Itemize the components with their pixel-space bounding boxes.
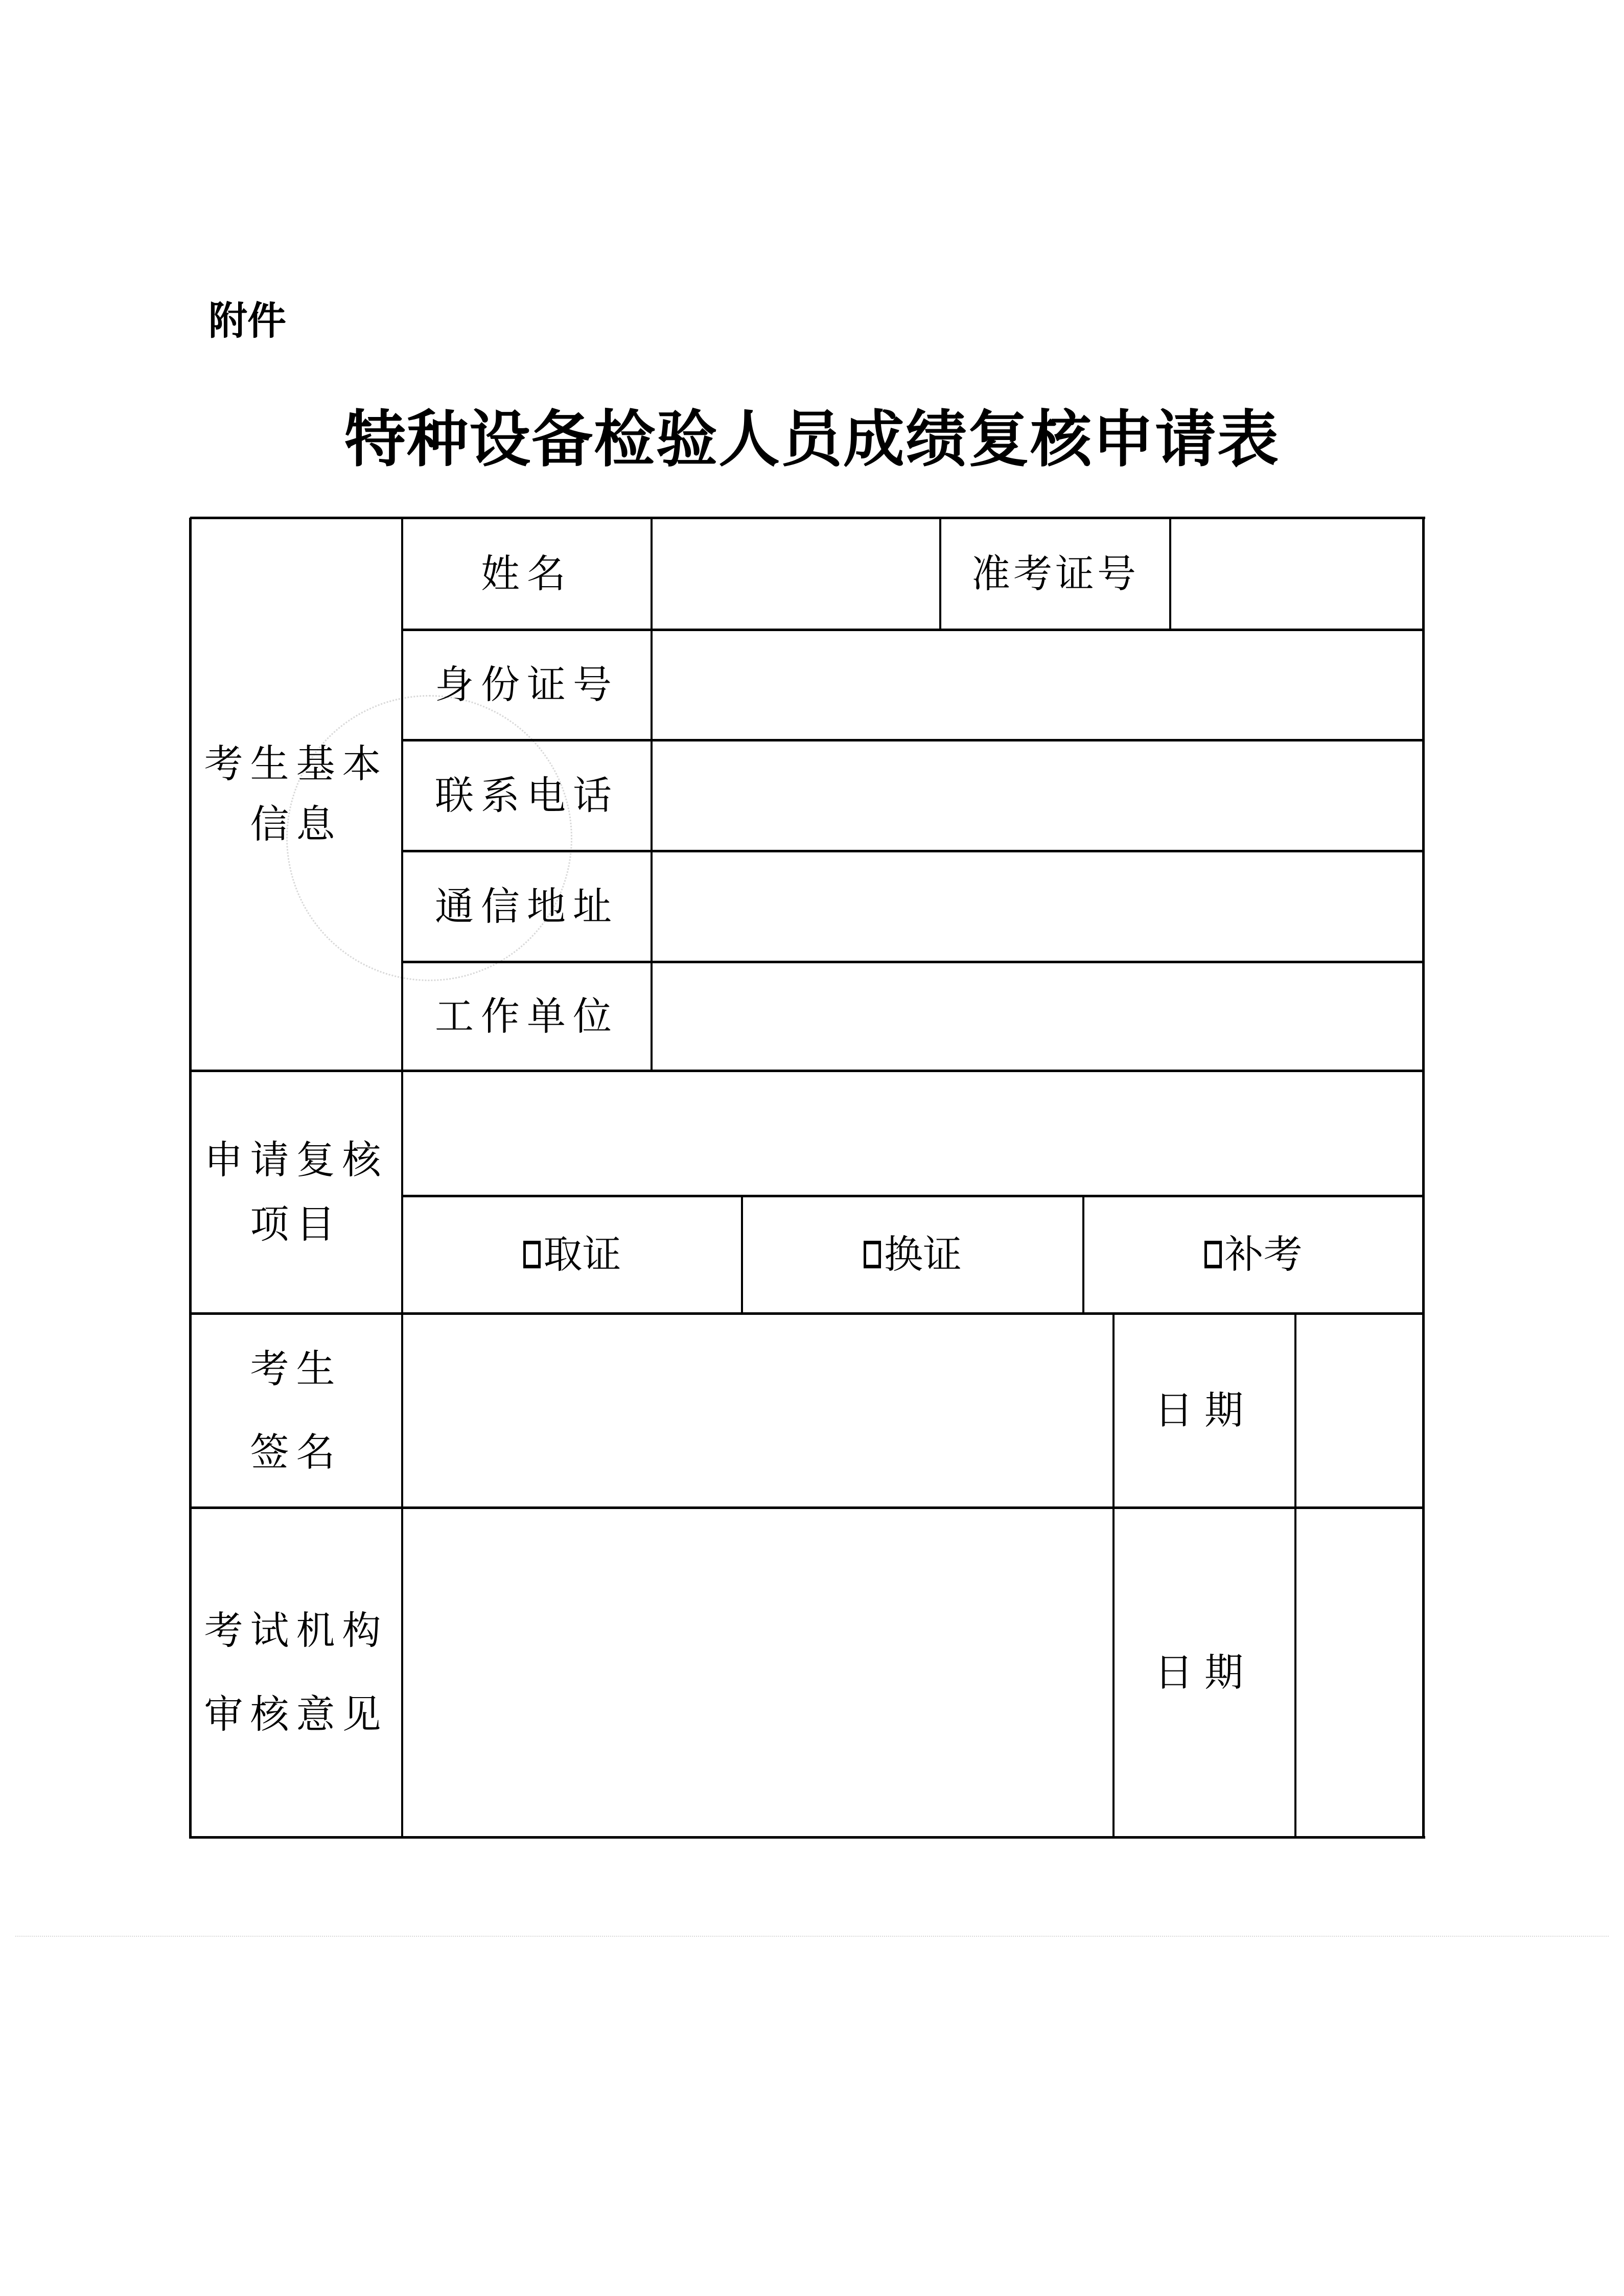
- divider: [402, 629, 1423, 631]
- option-obtain-certificate[interactable]: [402, 1196, 742, 1313]
- checkbox-icon[interactable]: [1204, 1241, 1222, 1268]
- divider: [402, 739, 1423, 741]
- phone-field[interactable]: [652, 740, 1423, 851]
- divider: [402, 961, 1423, 963]
- divider: [1294, 1313, 1296, 1837]
- section-divider: [190, 1070, 1423, 1072]
- option-label: 换证: [884, 1232, 962, 1278]
- address-field[interactable]: [652, 851, 1423, 962]
- review-items-label-line2: 项目: [250, 1201, 342, 1247]
- workplace-field[interactable]: [652, 962, 1423, 1071]
- section-divider: [190, 1312, 1423, 1315]
- review-items-field[interactable]: [402, 1071, 1423, 1196]
- divider: [402, 1195, 1423, 1197]
- agency-review-section-label: [190, 1508, 402, 1837]
- section-divider: [190, 1506, 1423, 1509]
- admission-ticket-label: 准考证号: [971, 550, 1139, 596]
- divider: [651, 518, 653, 1071]
- signature-label-line2: 签名: [250, 1429, 342, 1475]
- table-border-top: [190, 517, 1425, 519]
- divider: [1082, 1196, 1084, 1313]
- option-makeup-exam[interactable]: [1083, 1196, 1423, 1313]
- option-renew-certificate[interactable]: [742, 1196, 1083, 1313]
- document-title: 特种设备检验人员成绩复核申请表: [344, 403, 1280, 475]
- checkbox-icon[interactable]: [523, 1241, 541, 1268]
- id-number-label: 身份证号: [435, 662, 619, 708]
- divider: [939, 518, 941, 630]
- option-label: 取证: [543, 1232, 621, 1278]
- agency-review-field[interactable]: [402, 1508, 1113, 1837]
- address-label: 通信地址: [435, 883, 619, 929]
- review-items-section-label: [190, 1071, 402, 1313]
- signature-date-field[interactable]: [1295, 1313, 1423, 1508]
- review-items-label-line1: 申请复核: [204, 1137, 388, 1183]
- phone-label: 联系电话: [435, 772, 619, 818]
- signature-section-label: [190, 1313, 402, 1508]
- attachment-label: 附件: [208, 298, 286, 343]
- agency-review-date-label: 日期: [1154, 1649, 1255, 1695]
- name-field[interactable]: [652, 518, 940, 630]
- basic-info-section-label: [190, 518, 402, 1071]
- signature-label-line1: 考生: [250, 1346, 342, 1391]
- agency-review-date-field[interactable]: [1295, 1508, 1423, 1837]
- table-border-right: [1422, 518, 1425, 1839]
- agency-review-label-line1: 考试机构: [204, 1608, 388, 1654]
- name-label: 姓名: [481, 550, 573, 596]
- workplace-label: 工作单位: [435, 993, 619, 1039]
- divider: [1112, 1313, 1115, 1837]
- option-label: 补考: [1224, 1232, 1303, 1278]
- divider: [1169, 518, 1171, 630]
- agency-review-label-line2: 审核意见: [204, 1691, 388, 1737]
- application-form-table: [190, 518, 1423, 1837]
- table-border-left: [189, 518, 192, 1839]
- table-border-bottom: [190, 1836, 1425, 1839]
- divider: [741, 1196, 743, 1313]
- id-number-field[interactable]: [652, 630, 1423, 740]
- divider: [401, 518, 403, 1837]
- basic-info-label-line1: 考生基本: [204, 741, 388, 787]
- signature-date-label: 日期: [1154, 1387, 1255, 1433]
- signature-field[interactable]: [402, 1313, 1113, 1508]
- divider: [402, 850, 1423, 852]
- scan-artifact-line: [15, 1936, 1609, 1937]
- admission-ticket-field[interactable]: [1170, 518, 1423, 630]
- basic-info-label-line2: 信息: [250, 801, 342, 847]
- checkbox-icon[interactable]: [864, 1241, 881, 1268]
